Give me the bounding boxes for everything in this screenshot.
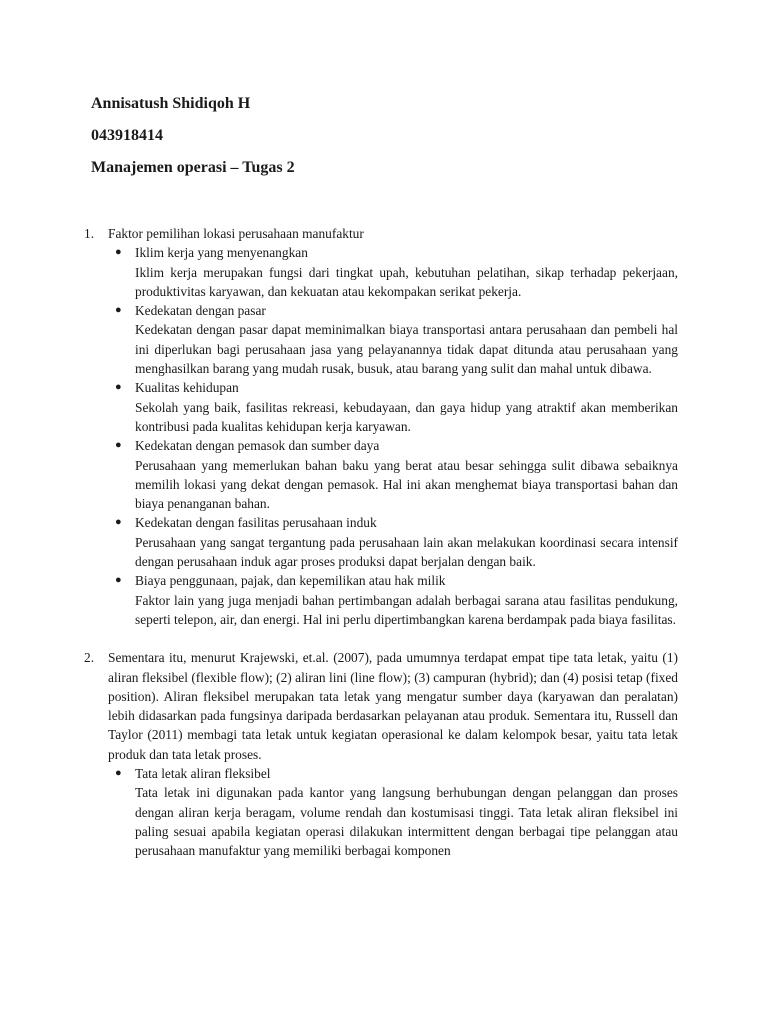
list-item-title: Kedekatan dengan pemasok dan sumber daya bbox=[135, 438, 380, 454]
list-item-title: Biaya penggunaan, pajak, dan kepemilikan atau hak milik bbox=[135, 573, 446, 589]
list-item-body: Sekolah yang baik, fasilitas rekreasi, kebudayaan, dan gaya hidup yang atraktif akan memberikan kontribusi pada kualitas kehidupan kerja karyawan. bbox=[135, 399, 678, 434]
list-item-title: Kedekatan dengan pasar bbox=[135, 303, 266, 319]
section-paragraph: Sementara itu, menurut Krajewski, et.al. (2007), pada umumnya terdapat empat tipe tata letak, yaitu (1) aliran fleksibel (flexible flow); (2) aliran lini (line flow); (3) campuran (hybrid); dan (4) posisi tetap (fixed position). Aliran fleksibel merupakan tata letak yang mengatur sumber daya (karyawan dan peralatan) lebih didasarkan pada fungsinya daripada berdasarkan pelayanan atau produk. Sementara itu, Russell dan Taylor (2011) membagi tata letak untuk kegiatan operasional ke dalam kelompok besar, yaitu tata letak produk dan tata letak proses. bbox=[108, 650, 678, 762]
document-body bbox=[84, 224, 678, 861]
list-item-body: Faktor lain yang juga menjadi bahan pertimbangan adalah berbagai sarana atau fasilitas pendukung, seperti telepon, air, dan energi. Hal ini perlu dipertimbangkan karena berdampak pada biaya fasilitas. bbox=[135, 592, 678, 627]
list-item-title: Kualitas kehidupan bbox=[135, 380, 239, 396]
list-item bbox=[108, 301, 678, 378]
section-number: 1. bbox=[84, 226, 95, 241]
list-item-body: Perusahaan yang sangat tergantung pada perusahaan lain akan melakukan koordinasi secara intensif dengan perusahaan induk agar proses produksi dapat berjalan dengan baik. bbox=[135, 534, 678, 570]
list-item-body: Iklim kerja merupakan fungsi dari tingkat upah, kebutuhan pelatihan, sikap terhadap pekerjaan, produktivitas karyawan, dan kekuatan atau kekompakan serikat pekerja. bbox=[135, 264, 678, 299]
bullet-icon: ● bbox=[115, 304, 122, 317]
list-item bbox=[108, 378, 678, 436]
bullet-icon: ● bbox=[115, 767, 122, 780]
list-item bbox=[108, 764, 678, 860]
bullet-icon: ● bbox=[115, 381, 122, 394]
list-item bbox=[108, 243, 678, 301]
list-item bbox=[108, 436, 678, 513]
course-title: Manajemen operasi – Tugas 2 bbox=[91, 159, 295, 176]
bullet-icon: ● bbox=[115, 439, 122, 452]
list-item bbox=[108, 571, 678, 629]
numbered-section-2 bbox=[84, 648, 678, 860]
document-header bbox=[91, 93, 691, 189]
bullet-list bbox=[108, 243, 678, 629]
list-item-body: Kedekatan dengan pasar dapat meminimalkan biaya transportasi antara perusahaan dan pembeli hal ini diperlukan bagi perusahaan jasa yang pelayanannya tidak dapat ditunda atau perusahaan yang menghasilkan barang yang mudah rusak, busuk, atau barang yang sulit dan mahal untuk dibawa. bbox=[135, 322, 678, 377]
section-title: Faktor pemilihan lokasi perusahaan manufaktur bbox=[108, 226, 364, 241]
bullet-list bbox=[108, 764, 678, 860]
list-item-title: Tata letak aliran fleksibel bbox=[135, 766, 271, 782]
numbered-section-1 bbox=[84, 224, 678, 629]
section-number: 2. bbox=[84, 650, 95, 666]
bullet-icon: ● bbox=[115, 574, 122, 587]
list-item-title: Kedekatan dengan fasilitas perusahaan induk bbox=[135, 515, 377, 531]
bullet-icon: ● bbox=[115, 246, 122, 259]
list-item-body: Perusahaan yang memerlukan bahan baku yang berat atau besar sehingga sulit dibawa sebaiknya memilih lokasi yang dekat dengan pemasok. Hal ini akan menghemat biaya transportasi bahan dan biaya penanganan bahan. bbox=[135, 457, 678, 512]
bullet-icon: ● bbox=[115, 516, 122, 529]
list-item-body: Tata letak ini digunakan pada kantor yang langsung berhubungan dengan pelanggan dan proses dengan aliran kerja beragam, volume rendah dan kostumisasi tinggi. Tata letak aliran fleksibel ini paling sesuai apabila kegiatan operasi dilakukan intermittent dengan berbagai tipe pelanggan atau perusahaan manufaktur yang memiliki berbagai komponen bbox=[135, 785, 678, 859]
student-id: 043918414 bbox=[91, 127, 163, 144]
list-item-title: Iklim kerja yang menyenangkan bbox=[135, 245, 308, 261]
list-item bbox=[108, 513, 678, 571]
author-name: Annisatush Shidiqoh H bbox=[91, 95, 251, 112]
